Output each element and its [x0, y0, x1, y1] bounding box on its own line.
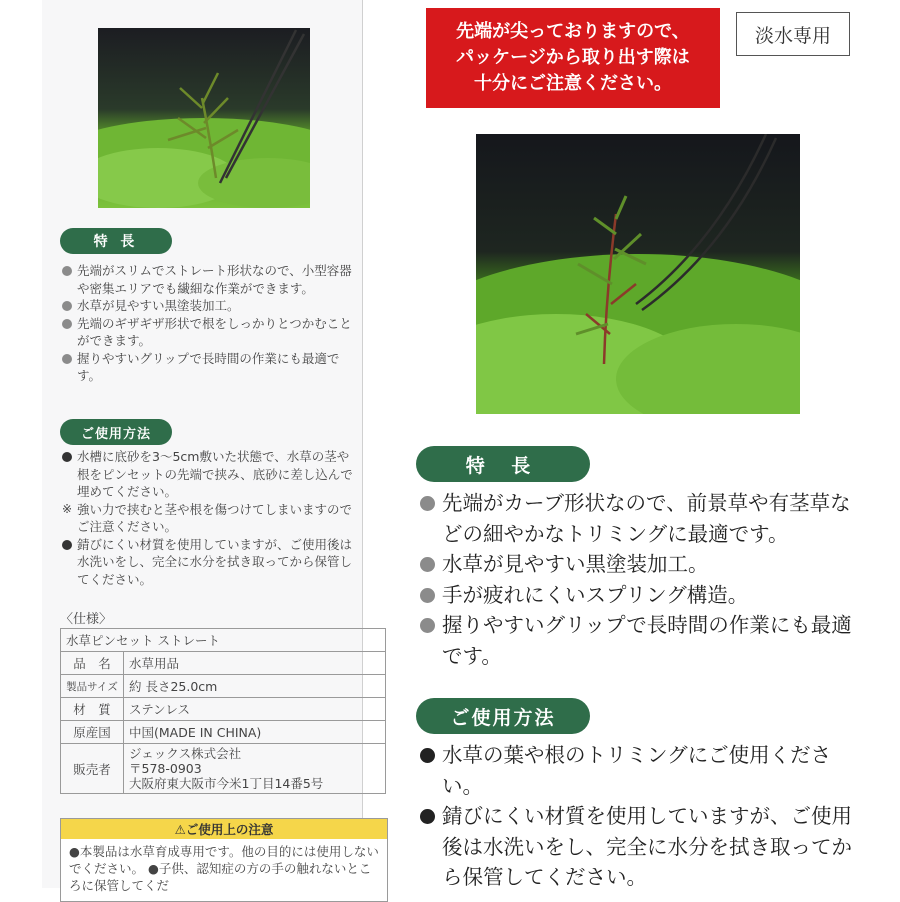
seller-name: ジェックス株式会社: [129, 746, 242, 761]
straight-tweezers-photo: [98, 28, 310, 208]
table-row: [61, 652, 386, 675]
right-usage-list: [420, 740, 862, 893]
table-row: [61, 675, 386, 698]
spec-value: ステンレス: [124, 698, 386, 721]
aquarium-plant-image: [98, 28, 310, 208]
spec-key: 製品サイズ: [61, 675, 124, 698]
spec-key: 品 名: [61, 652, 124, 675]
features-list: [60, 262, 356, 385]
usage-tag: [60, 419, 172, 445]
spec-heading: 〈仕様〉: [60, 612, 113, 627]
seller-info: [124, 744, 386, 794]
list-item: 手が疲れにくいスプリング構造。: [420, 580, 862, 611]
list-item: 握りやすいグリップで長時間の作業にも最適です。: [60, 350, 356, 385]
spec-key: 原産国: [61, 721, 124, 744]
usage-list: [60, 448, 356, 588]
spec-key: 販売者: [61, 744, 124, 794]
product-name: 水草ピンセット ストレート: [61, 629, 386, 652]
seller-address: 大阪府東大阪市今米1丁目14番5号: [129, 776, 324, 791]
spec-value: 中国(MADE IN CHINA): [124, 721, 386, 744]
features-heading: 特 長: [93, 234, 139, 250]
table-row: [61, 721, 386, 744]
freshwater-only-badge: 淡水専用: [736, 12, 850, 56]
list-item: 錆びにくい材質を使用していますが、ご使用後は水洗いをし、完全に水分を拭き取ってから保管してください。: [420, 801, 862, 893]
sharp-tip-warning: [426, 8, 720, 108]
list-item: 水草の葉や根のトリミングにご使用ください。: [420, 740, 862, 801]
caution-box: [60, 818, 388, 902]
list-item: 水草が見やすい黒塗装加工。: [60, 297, 356, 315]
list-item: 錆びにくい材質を使用していますが、ご使用後は水洗いをし、完全に水分を拭き取ってから保管してください。: [60, 536, 356, 589]
right-features-tag: [416, 446, 590, 482]
spec-value: 約 長さ25.0cm: [124, 675, 386, 698]
table-row: [61, 744, 386, 794]
right-features-list: [420, 488, 862, 671]
curved-tweezers-photo: [476, 134, 800, 414]
list-item: 先端がカーブ形状なので、前景草や有茎草などの細やかなトリミングに最適です。: [420, 488, 862, 549]
right-usage-tag: [416, 698, 590, 734]
table-row: [61, 698, 386, 721]
spec-table: [60, 628, 386, 794]
warning-line: パッケージから取り出す際は: [456, 47, 690, 68]
right-features-heading: 特 長: [465, 454, 541, 477]
spec-value: 水草用品: [124, 652, 386, 675]
caution-text: ●本製品は水草育成専用です。他の目的には使用しないでください。 ●子供、認知症の方の手の触れないところに保管してくだ: [69, 844, 379, 893]
warning-line: 先端が尖っておりますので、: [456, 21, 690, 42]
right-usage-heading: ご使用方法: [450, 706, 556, 729]
list-item: ※ 強い力で挟むと茎や根を傷つけてしまいますのでご注意ください。: [60, 501, 356, 536]
table-row: [61, 629, 386, 652]
list-item: 握りやすいグリップで長時間の作業にも最適です。: [420, 610, 862, 671]
list-item: 先端のギザギザ形状で根をしっかりとつかむことができます。: [60, 315, 356, 350]
list-item: 水槽に底砂を3〜5cm敷いた状態で、水草の茎や根をピンセットの先端で挟み、底砂に差し込んで埋めてください。: [60, 448, 356, 501]
aquarium-trimming-image: [476, 134, 800, 414]
list-item: 先端がスリムでストレート形状なので、小型容器や密集エリアでも繊細な作業ができます。: [60, 262, 356, 297]
spec-key: 材 質: [61, 698, 124, 721]
seller-postcode: 〒578-0903: [129, 761, 202, 776]
usage-heading: ご使用方法: [80, 426, 151, 442]
list-item: 水草が見やすい黒塗装加工。: [420, 549, 862, 580]
warning-line: 十分にご注意ください。: [474, 73, 672, 94]
features-tag: [60, 228, 172, 254]
caution-heading: ⚠ご使用上の注意: [61, 819, 387, 839]
